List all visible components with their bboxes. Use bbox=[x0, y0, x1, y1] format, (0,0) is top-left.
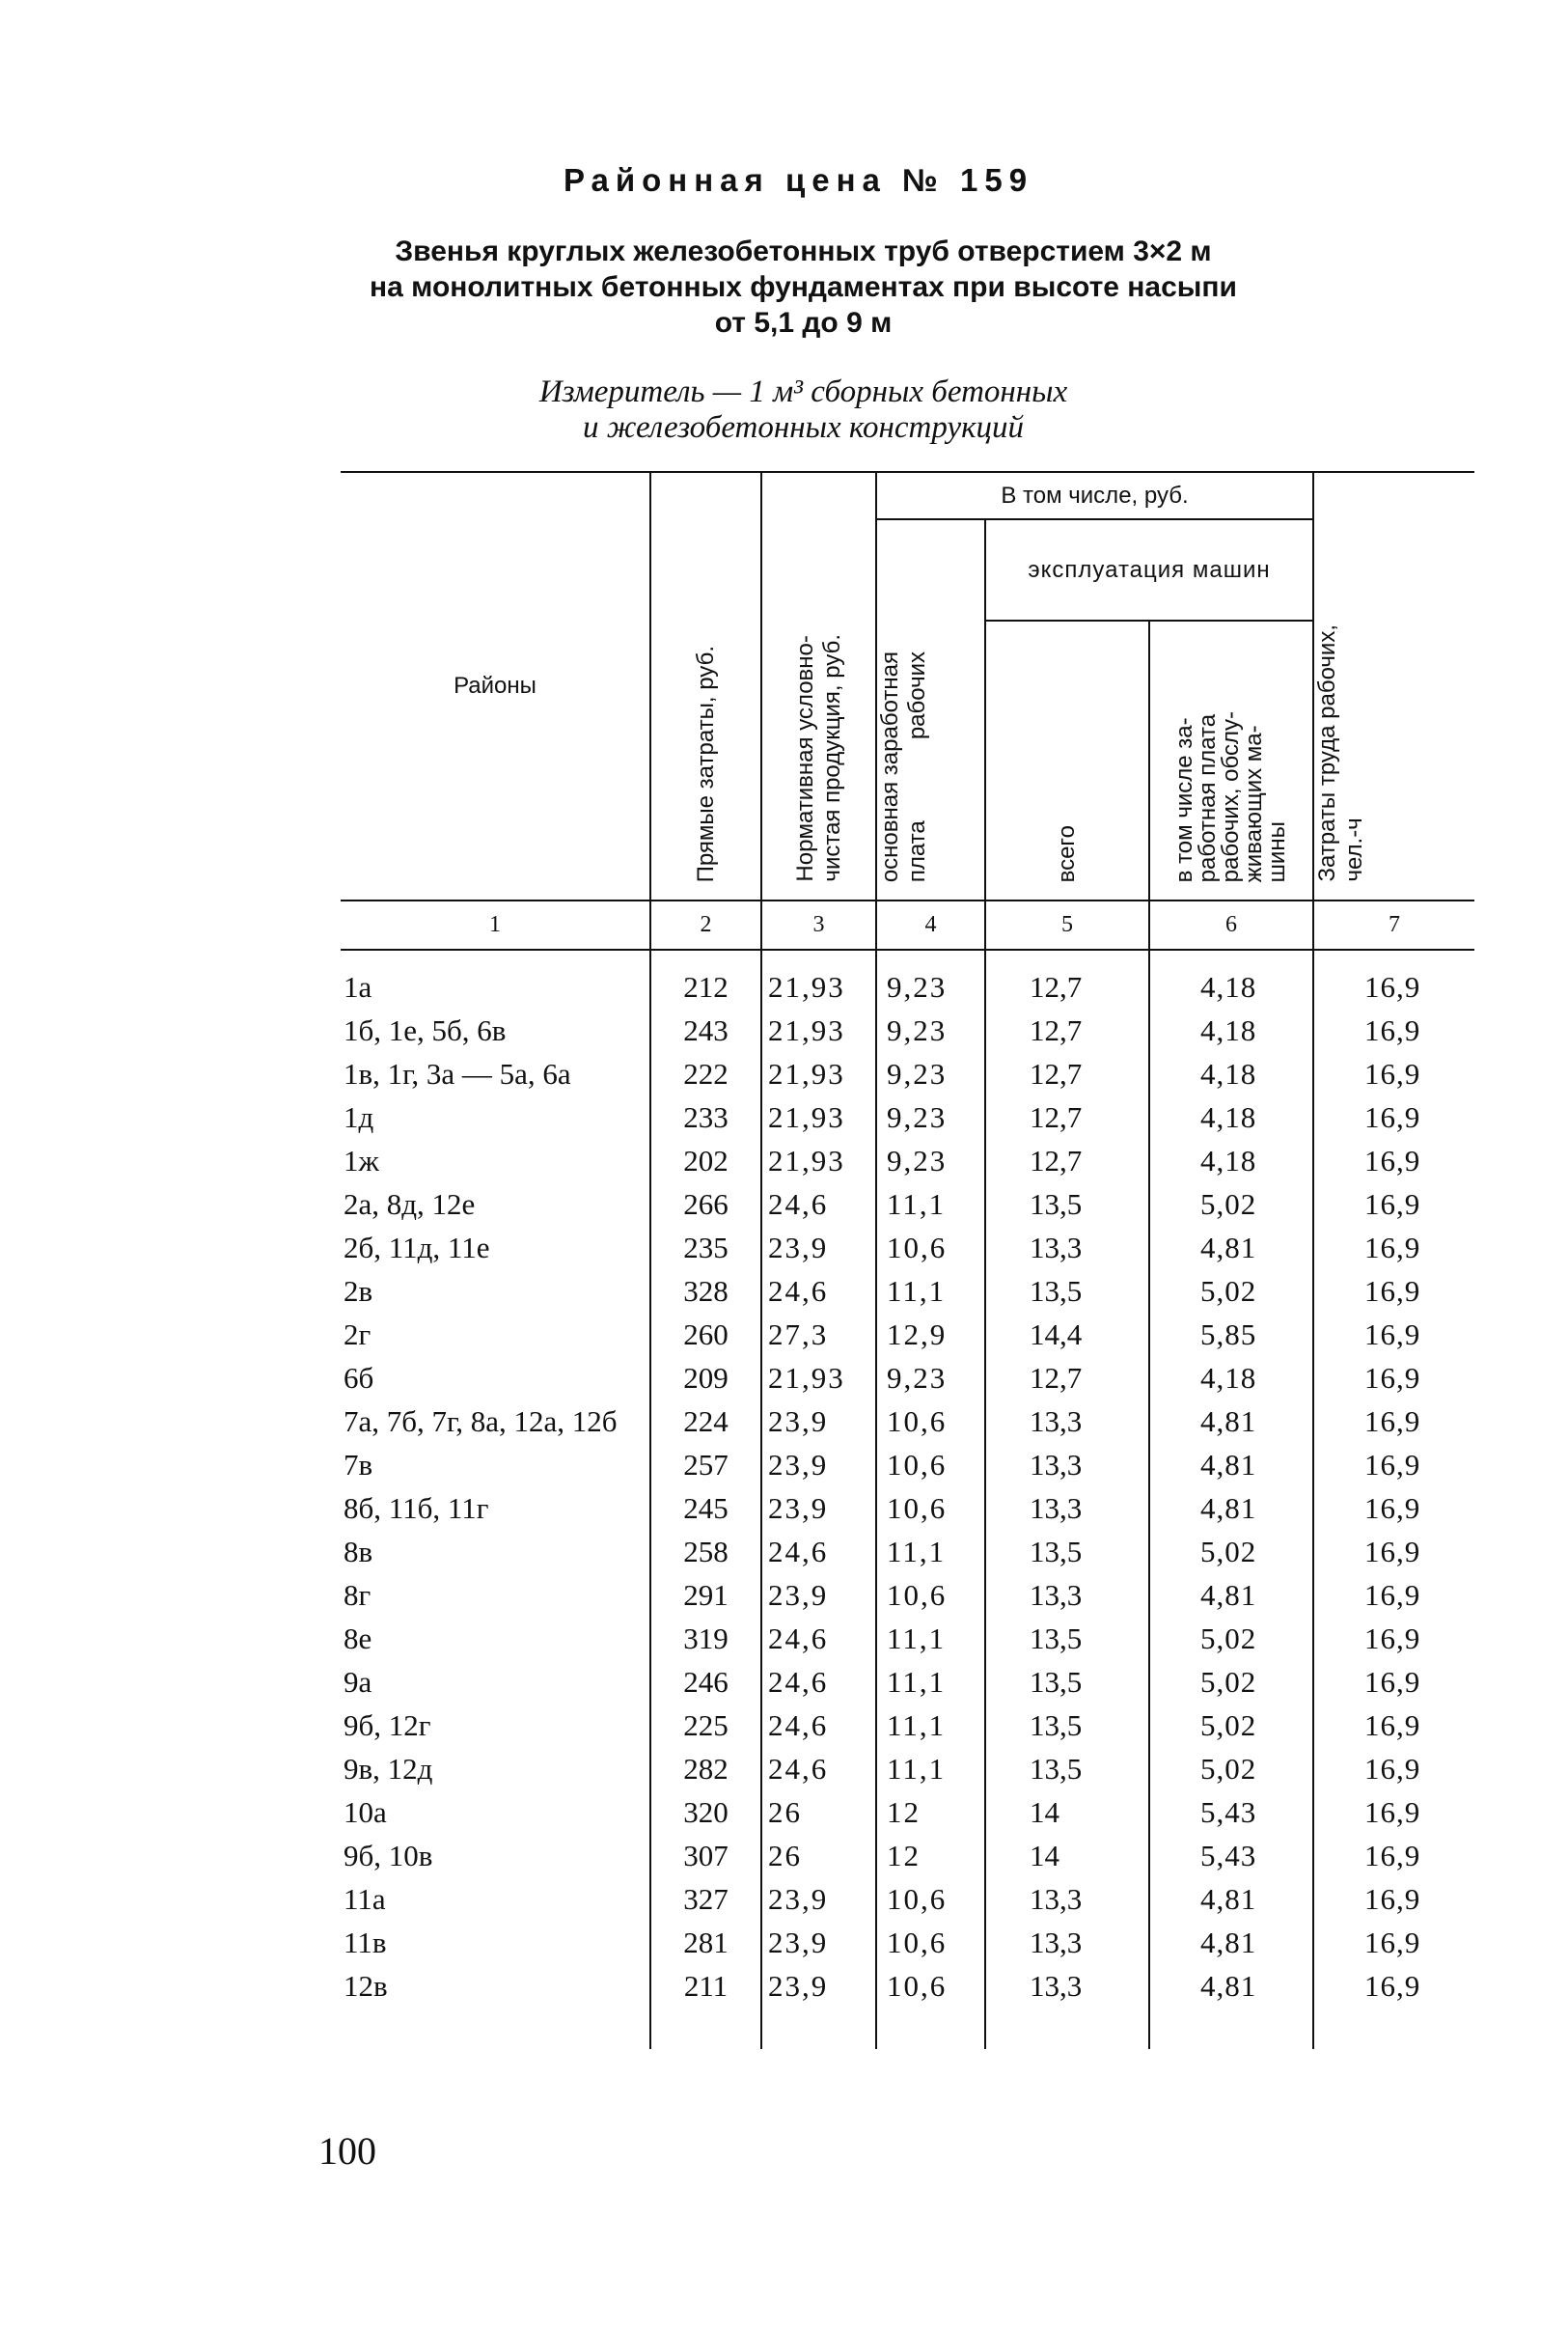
cell-direct-costs: 257 bbox=[650, 1446, 761, 1489]
cell-labor: 16,9 bbox=[1313, 1489, 1474, 1533]
cell-machine-wage: 5,85 bbox=[1149, 1316, 1313, 1359]
table-row bbox=[341, 1229, 1474, 1272]
cell-labor: 16,9 bbox=[1313, 1924, 1474, 1967]
cell-direct-costs: 260 bbox=[650, 1316, 761, 1359]
table-row bbox=[341, 1272, 1474, 1316]
column-number: 4 bbox=[876, 901, 985, 950]
cell-base-wage: 11,1 bbox=[876, 1706, 985, 1750]
header-labor-label bbox=[1314, 624, 1568, 882]
cell-machine-total: 13,5 bbox=[985, 1706, 1149, 1750]
spacer-cell bbox=[876, 2010, 985, 2049]
header-regions bbox=[341, 472, 650, 901]
header-direct-costs bbox=[650, 472, 761, 901]
cell-base-wage: 10,6 bbox=[876, 1229, 985, 1272]
cell-labor: 16,9 bbox=[1313, 1272, 1474, 1316]
cell-normative: 24,6 bbox=[761, 1750, 876, 1793]
cell-machine-wage: 5,02 bbox=[1149, 1750, 1313, 1793]
cell-machine-wage: 4,18 bbox=[1149, 1012, 1313, 1055]
cell-region: 9б, 12г bbox=[344, 1708, 431, 1742]
cell-region: 8б, 11б, 11г bbox=[344, 1491, 489, 1525]
cell-labor: 16,9 bbox=[1313, 1663, 1474, 1706]
spacer-cell bbox=[985, 2010, 1149, 2049]
cell-machine-total: 14 bbox=[985, 1793, 1149, 1837]
cell-region: 1д bbox=[344, 1100, 374, 1134]
cell-labor: 16,9 bbox=[1313, 1098, 1474, 1142]
cell-labor: 16,9 bbox=[1313, 1880, 1474, 1924]
cell-normative: 21,93 bbox=[761, 968, 876, 1012]
cell-region: 9б, 10в bbox=[344, 1839, 433, 1872]
cell-direct-costs: 245 bbox=[650, 1489, 761, 1533]
cell-direct-costs: 266 bbox=[650, 1185, 761, 1229]
cell-normative: 24,6 bbox=[761, 1706, 876, 1750]
table-row bbox=[341, 1663, 1474, 1706]
header-line: рабочих, обслу- bbox=[1218, 710, 1244, 882]
header-line: Нормативная условно- bbox=[791, 635, 818, 882]
table-row bbox=[341, 1750, 1474, 1793]
cell-region: 10а bbox=[344, 1795, 387, 1829]
cell-machine-total: 13,5 bbox=[985, 1663, 1149, 1706]
cell-region: 1ж bbox=[344, 1144, 379, 1178]
header-labor bbox=[1313, 472, 1474, 901]
spacer-cell bbox=[1149, 2010, 1313, 2049]
spacer-cell bbox=[761, 2010, 876, 2049]
spacer-cell bbox=[650, 950, 761, 968]
cell-machine-total: 14 bbox=[985, 1837, 1149, 1880]
cell-machine-total: 13,3 bbox=[985, 1489, 1149, 1533]
cell-base-wage: 9,23 bbox=[876, 1098, 985, 1142]
cell-labor: 16,9 bbox=[1313, 1576, 1474, 1620]
table-row bbox=[341, 1576, 1474, 1620]
cell-machine-wage: 4,81 bbox=[1149, 1229, 1313, 1272]
column-number: 1 bbox=[341, 901, 650, 950]
cell-machine-wage: 5,02 bbox=[1149, 1533, 1313, 1576]
cell-normative: 23,9 bbox=[761, 1924, 876, 1967]
cell-labor: 16,9 bbox=[1313, 1706, 1474, 1750]
cell-region: 7а, 7б, 7г, 8а, 12а, 12б bbox=[344, 1404, 618, 1438]
cell-base-wage: 10,6 bbox=[876, 1924, 985, 1967]
cell-machine-total: 13,3 bbox=[985, 1446, 1149, 1489]
cell-normative: 24,6 bbox=[761, 1663, 876, 1706]
price-table bbox=[341, 471, 1474, 2049]
column-number: 7 bbox=[1313, 901, 1474, 950]
cell-base-wage: 11,1 bbox=[876, 1272, 985, 1316]
cell-machine-wage: 4,18 bbox=[1149, 1055, 1313, 1098]
cell-base-wage: 10,6 bbox=[876, 1402, 985, 1446]
cell-machine-total: 13,3 bbox=[985, 1402, 1149, 1446]
cell-labor: 16,9 bbox=[1313, 1793, 1474, 1837]
header-normative bbox=[761, 472, 876, 901]
spacer-cell bbox=[1313, 2010, 1474, 2049]
header-including-label: В том числе, руб. bbox=[1001, 482, 1189, 509]
cell-labor: 16,9 bbox=[1313, 1012, 1474, 1055]
cell-base-wage: 9,23 bbox=[876, 1359, 985, 1402]
cell-normative: 21,93 bbox=[761, 1359, 876, 1402]
cell-direct-costs: 246 bbox=[650, 1663, 761, 1706]
cell-machine-wage: 4,18 bbox=[1149, 968, 1313, 1012]
cell-labor: 16,9 bbox=[1313, 1359, 1474, 1402]
cell-region: 8в bbox=[344, 1535, 373, 1568]
table-row bbox=[341, 1793, 1474, 1837]
cell-labor: 16,9 bbox=[1313, 1055, 1474, 1098]
cell-base-wage: 10,6 bbox=[876, 1880, 985, 1924]
measure-line: Измеритель — 1 м³ сборных бетонных bbox=[538, 374, 1068, 409]
cell-region: 6б bbox=[344, 1361, 374, 1395]
cell-normative: 21,93 bbox=[761, 1012, 876, 1055]
cell-region: 9а bbox=[344, 1665, 372, 1699]
cell-direct-costs: 282 bbox=[650, 1750, 761, 1793]
measure-line: и железобетонных конструкций bbox=[582, 410, 1025, 445]
subtitle-line: на монолитных бетонных фундаментах при высоте насыпи bbox=[370, 271, 1237, 303]
header-direct-costs-label: Прямые затраты, руб. bbox=[692, 645, 719, 882]
table-row bbox=[341, 1098, 1474, 1142]
cell-machine-total: 12,7 bbox=[985, 1098, 1149, 1142]
cell-machine-wage: 4,18 bbox=[1149, 1142, 1313, 1185]
cell-region: 9в, 12д bbox=[344, 1752, 433, 1786]
cell-labor: 16,9 bbox=[1313, 1229, 1474, 1272]
cell-direct-costs: 291 bbox=[650, 1576, 761, 1620]
cell-normative: 24,6 bbox=[761, 1533, 876, 1576]
cell-region: 11в bbox=[344, 1926, 387, 1959]
cell-normative: 23,9 bbox=[761, 1576, 876, 1620]
header-line: живающих ма- bbox=[1241, 725, 1267, 882]
cell-labor: 16,9 bbox=[1313, 1185, 1474, 1229]
cell-base-wage: 10,6 bbox=[876, 1446, 985, 1489]
cell-normative: 24,6 bbox=[761, 1272, 876, 1316]
measure-unit bbox=[0, 374, 1568, 446]
cell-direct-costs: 319 bbox=[650, 1620, 761, 1663]
cell-normative: 27,3 bbox=[761, 1316, 876, 1359]
cell-region: 2а, 8д, 12е bbox=[344, 1187, 476, 1221]
column-number: 3 bbox=[761, 901, 876, 950]
header-base-wage bbox=[876, 519, 985, 901]
cell-normative: 23,9 bbox=[761, 1489, 876, 1533]
cell-direct-costs: 211 bbox=[650, 1967, 761, 2010]
cell-machine-wage: 4,18 bbox=[1149, 1359, 1313, 1402]
cell-machine-wage: 5,02 bbox=[1149, 1706, 1313, 1750]
subtitle-line: от 5,1 до 9 м bbox=[714, 307, 893, 339]
cell-labor: 16,9 bbox=[1313, 1316, 1474, 1359]
cell-region: 8г bbox=[344, 1578, 371, 1612]
cell-labor: 16,9 bbox=[1313, 1402, 1474, 1446]
cell-labor: 16,9 bbox=[1313, 1533, 1474, 1576]
cell-base-wage: 10,6 bbox=[876, 1576, 985, 1620]
cell-machine-wage: 5,43 bbox=[1149, 1793, 1313, 1837]
subtitle-line: Звенья круглых железобетонных труб отверстием 3×2 м bbox=[395, 236, 1212, 267]
table-row bbox=[341, 1185, 1474, 1229]
cell-direct-costs: 281 bbox=[650, 1924, 761, 1967]
header-line: чел.-ч bbox=[1341, 818, 1368, 882]
cell-base-wage: 12,9 bbox=[876, 1316, 985, 1359]
cell-direct-costs: 320 bbox=[650, 1793, 761, 1837]
cell-normative: 21,93 bbox=[761, 1098, 876, 1142]
cell-labor: 16,9 bbox=[1313, 1620, 1474, 1663]
table-row bbox=[341, 1967, 1474, 2010]
cell-region: 1в, 1г, 3а — 5а, 6а bbox=[344, 1057, 571, 1091]
cell-direct-costs: 233 bbox=[650, 1098, 761, 1142]
table-row bbox=[341, 1316, 1474, 1359]
cell-base-wage: 12 bbox=[876, 1837, 985, 1880]
cell-machine-total: 13,3 bbox=[985, 1229, 1149, 1272]
cell-region: 2б, 11д, 11е bbox=[344, 1231, 490, 1264]
cell-machine-wage: 5,02 bbox=[1149, 1185, 1313, 1229]
cell-normative: 24,6 bbox=[761, 1185, 876, 1229]
cell-base-wage: 9,23 bbox=[876, 1142, 985, 1185]
cell-region: 2г bbox=[344, 1317, 371, 1351]
cell-machine-total: 12,7 bbox=[985, 1359, 1149, 1402]
cell-base-wage: 10,6 bbox=[876, 1967, 985, 2010]
cell-base-wage: 11,1 bbox=[876, 1663, 985, 1706]
cell-region: 12в bbox=[344, 1969, 388, 2003]
header-regions-label: Районы bbox=[454, 673, 536, 699]
cell-machine-total: 13,3 bbox=[985, 1967, 1149, 2010]
header-normative-label bbox=[792, 634, 846, 882]
subtitle bbox=[0, 234, 1568, 341]
column-numbers-row bbox=[341, 901, 1474, 950]
cell-machine-total: 13,5 bbox=[985, 1750, 1149, 1793]
column-number: 2 bbox=[650, 901, 761, 950]
table-row bbox=[341, 1142, 1474, 1185]
cell-labor: 16,9 bbox=[1313, 1142, 1474, 1185]
cell-labor: 16,9 bbox=[1313, 1967, 1474, 2010]
page-number: 100 bbox=[318, 2129, 376, 2173]
cell-base-wage: 9,23 bbox=[876, 968, 985, 1012]
header-line: Затраты труда рабочих, bbox=[1314, 624, 1341, 882]
cell-direct-costs: 212 bbox=[650, 968, 761, 1012]
cell-machine-wage: 4,18 bbox=[1149, 1098, 1313, 1142]
cell-labor: 16,9 bbox=[1313, 1446, 1474, 1489]
cell-machine-wage: 4,81 bbox=[1149, 1402, 1313, 1446]
cell-machine-wage: 5,02 bbox=[1149, 1272, 1313, 1316]
cell-machine-total: 13,5 bbox=[985, 1533, 1149, 1576]
cell-machine-wage: 5,02 bbox=[1149, 1663, 1313, 1706]
cell-direct-costs: 225 bbox=[650, 1706, 761, 1750]
table-row bbox=[341, 1012, 1474, 1055]
cell-machine-wage: 5,43 bbox=[1149, 1837, 1313, 1880]
cell-direct-costs: 258 bbox=[650, 1533, 761, 1576]
table-row bbox=[341, 1924, 1474, 1967]
cell-normative: 21,93 bbox=[761, 1142, 876, 1185]
cell-machine-total: 13,5 bbox=[985, 1620, 1149, 1663]
spacer-cell bbox=[761, 950, 876, 968]
page-title: Районная цена № 159 bbox=[563, 162, 1034, 198]
cell-machine-total: 12,7 bbox=[985, 1055, 1149, 1098]
cell-region: 1а bbox=[344, 970, 372, 1004]
cell-machine-total: 12,7 bbox=[985, 1012, 1149, 1055]
cell-region: 8е bbox=[344, 1621, 372, 1655]
cell-normative: 24,6 bbox=[761, 1620, 876, 1663]
cell-direct-costs: 307 bbox=[650, 1837, 761, 1880]
cell-machine-total: 13,5 bbox=[985, 1272, 1149, 1316]
cell-direct-costs: 222 bbox=[650, 1055, 761, 1098]
table-row bbox=[341, 1533, 1474, 1576]
cell-normative: 23,9 bbox=[761, 1402, 876, 1446]
table-row bbox=[341, 1489, 1474, 1533]
table-row bbox=[341, 1446, 1474, 1489]
header-including bbox=[876, 472, 1313, 519]
header-line: плата рабочих bbox=[904, 651, 930, 882]
cell-base-wage: 12 bbox=[876, 1793, 985, 1837]
cell-machine-wage: 4,81 bbox=[1149, 1446, 1313, 1489]
cell-labor: 16,9 bbox=[1313, 968, 1474, 1012]
cell-base-wage: 9,23 bbox=[876, 1055, 985, 1098]
column-number: 5 bbox=[985, 901, 1149, 950]
table-row bbox=[341, 1837, 1474, 1880]
cell-base-wage: 10,6 bbox=[876, 1489, 985, 1533]
cell-machine-total: 13,3 bbox=[985, 1576, 1149, 1620]
cell-machine-total: 13,5 bbox=[985, 1185, 1149, 1229]
table-row bbox=[341, 1359, 1474, 1402]
cell-normative: 21,93 bbox=[761, 1055, 876, 1098]
cell-base-wage: 9,23 bbox=[876, 1012, 985, 1055]
cell-machine-total: 12,7 bbox=[985, 968, 1149, 1012]
cell-labor: 16,9 bbox=[1313, 1837, 1474, 1880]
table-body bbox=[341, 950, 1474, 2049]
cell-machine-total: 14,4 bbox=[985, 1316, 1149, 1359]
cell-machine-wage: 4,81 bbox=[1149, 1880, 1313, 1924]
cell-normative: 26 bbox=[761, 1837, 876, 1880]
cell-direct-costs: 202 bbox=[650, 1142, 761, 1185]
header-line: шины bbox=[1264, 820, 1290, 882]
cell-base-wage: 11,1 bbox=[876, 1533, 985, 1576]
cell-machine-wage: 4,81 bbox=[1149, 1489, 1313, 1533]
cell-region: 11а bbox=[344, 1882, 386, 1916]
header-machine-operation-label: эксплуатация машин bbox=[1028, 556, 1271, 583]
cell-region: 2в bbox=[344, 1274, 373, 1308]
cell-direct-costs: 243 bbox=[650, 1012, 761, 1055]
cell-machine-total: 12,7 bbox=[985, 1142, 1149, 1185]
cell-labor: 16,9 bbox=[1313, 1750, 1474, 1793]
cell-normative: 26 bbox=[761, 1793, 876, 1837]
spacer-cell bbox=[1313, 950, 1474, 968]
header-total-label: всего bbox=[1054, 824, 1080, 882]
header-line: работная плата bbox=[1195, 713, 1221, 882]
table-row bbox=[341, 1055, 1474, 1098]
cell-base-wage: 11,1 bbox=[876, 1750, 985, 1793]
spacer-cell bbox=[341, 2010, 650, 2049]
cell-machine-total: 13,3 bbox=[985, 1880, 1149, 1924]
header-line: основная заработная bbox=[877, 651, 903, 882]
cell-normative: 23,9 bbox=[761, 1229, 876, 1272]
cell-normative: 23,9 bbox=[761, 1446, 876, 1489]
column-number: 6 bbox=[1149, 901, 1313, 950]
spacer-cell bbox=[650, 2010, 761, 2049]
cell-direct-costs: 328 bbox=[650, 1272, 761, 1316]
cell-direct-costs: 235 bbox=[650, 1229, 761, 1272]
table-row bbox=[341, 1402, 1474, 1446]
cell-machine-total: 13,3 bbox=[985, 1924, 1149, 1967]
cell-base-wage: 11,1 bbox=[876, 1185, 985, 1229]
table-row bbox=[341, 1880, 1474, 1924]
header-line: в том числе за- bbox=[1171, 717, 1197, 882]
table-spacer bbox=[341, 2010, 1474, 2049]
header-machine-wage-label bbox=[1173, 711, 1289, 882]
spacer-cell bbox=[876, 950, 985, 968]
cell-direct-costs: 209 bbox=[650, 1359, 761, 1402]
table-row bbox=[341, 968, 1474, 1012]
cell-direct-costs: 224 bbox=[650, 1402, 761, 1446]
cell-region: 7в bbox=[344, 1448, 373, 1482]
cell-base-wage: 11,1 bbox=[876, 1620, 985, 1663]
cell-normative: 23,9 bbox=[761, 1967, 876, 2010]
table-row bbox=[341, 1620, 1474, 1663]
spacer-cell bbox=[985, 950, 1149, 968]
table-spacer bbox=[341, 950, 1474, 968]
cell-region: 1б, 1е, 5б, 6в bbox=[344, 1013, 507, 1047]
cell-direct-costs: 327 bbox=[650, 1880, 761, 1924]
spacer-cell bbox=[1149, 950, 1313, 968]
spacer-cell bbox=[341, 950, 650, 968]
header-machine-operation bbox=[985, 519, 1313, 621]
cell-machine-wage: 4,81 bbox=[1149, 1576, 1313, 1620]
cell-machine-wage: 4,81 bbox=[1149, 1967, 1313, 2010]
table-row bbox=[341, 1706, 1474, 1750]
header-line: чистая продукция, руб. bbox=[818, 634, 845, 882]
cell-machine-wage: 4,81 bbox=[1149, 1924, 1313, 1967]
cell-machine-wage: 5,02 bbox=[1149, 1620, 1313, 1663]
cell-normative: 23,9 bbox=[761, 1880, 876, 1924]
